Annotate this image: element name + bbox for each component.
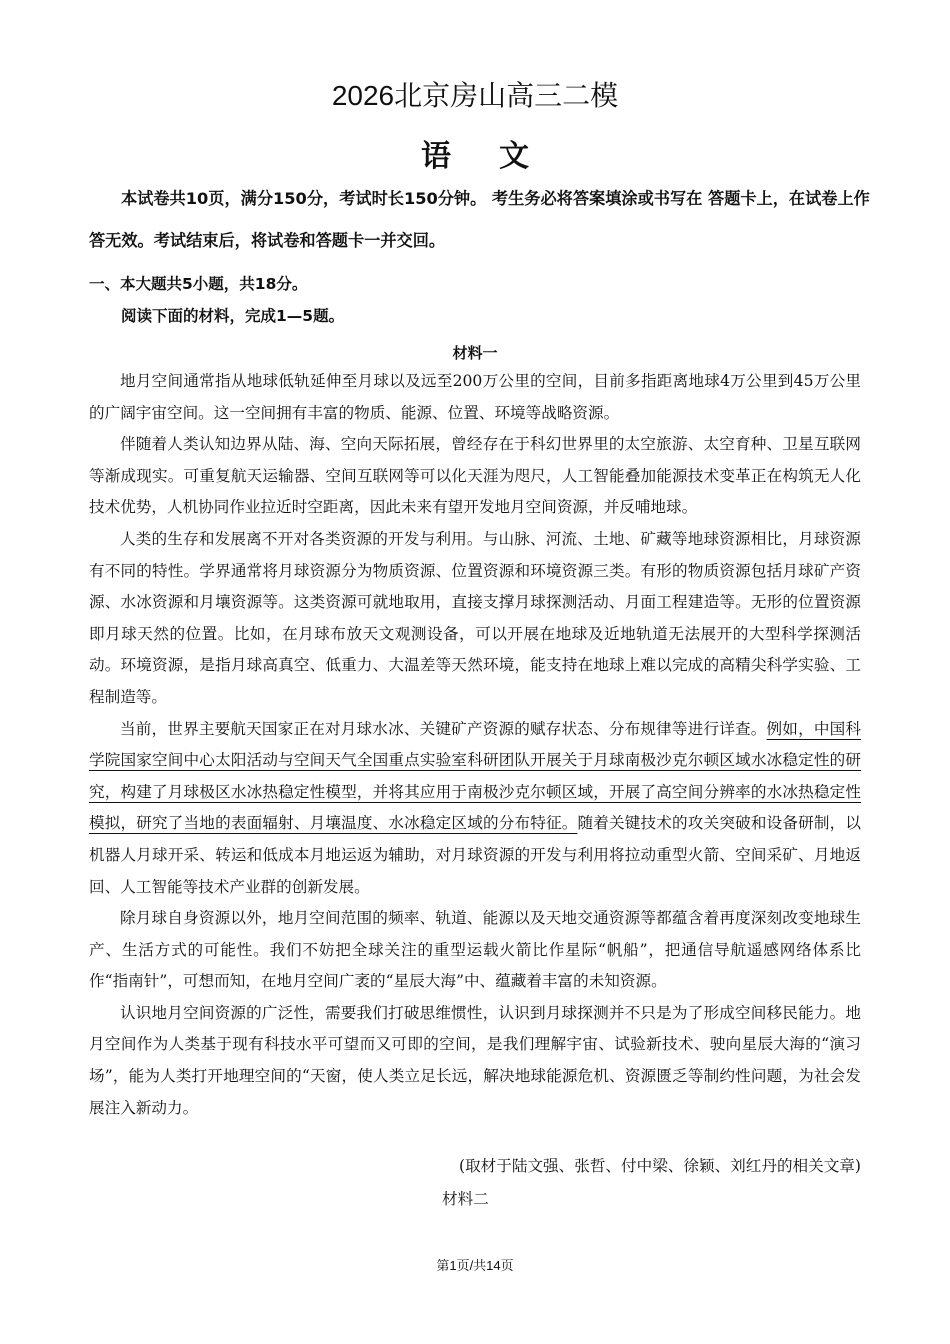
paragraph-1: 地月空间通常指从地球低轨延伸至月球以及远至200万公里的空间，目前多指距离地球4万公里到45万公里的广阔宇宙空间。这一空间拥有丰富的物质、能源、位置、环境等战略资源。 [89, 372, 861, 422]
reading-instruction: 阅读下面的材料，完成1—5题。 [121, 307, 345, 325]
exam-notice: 本试卷共10页，满分150分，考试时长150分钟。 考生务必将答案填涂或书写在 答题卡上，在试卷上作答无效。考试结束后，将试卷和答题卡一并交回。 [89, 189, 870, 250]
section-heading: 一、本大题共5小题，共18分。 [89, 275, 308, 293]
subject-title: 语文 [421, 139, 577, 174]
exam-title: 2026北京房山高三二模 [331, 80, 619, 111]
paragraph-6: 认识地月空间资源的广泛性，需要我们打破思维惯性，认识到月球探测并不只是为了形成空间移民能力。地月空间作为人类基于现有科技水平可望而又可即的空间，是我们理解宇宙、试验新技术、驶向星辰大海的“演习场”，能为人类打开地理空间的“天窗，使人类立足长远，解决地球能源危机、资源匮乏等制约性问题，为社会发展注入新动力。 [89, 1003, 861, 1117]
material-one-title: 材料一 [452, 344, 498, 362]
paragraph-4-rest: 随着关键技术的攻关突破和设备研制，以机器人月球开采、转运和低成本月地运返为辅助，对月球资源的开发与利用将拉动重型火箭、空间采矿、月地返回、人工智能等技术产业群的创新发展。 [89, 814, 861, 896]
paragraph-4-intro: 当前，世界主要航天国家正在对月球水冰、关键矿产资源的赋存状态、分布规律等进行详查。 [120, 719, 767, 738]
underlined-passage: 例如，中国科学院国家空间中心太阳活动与空间天气全国重点实验室科研团队开展关于月球南极沙克尔顿区域水冰稳定性的研究，构建了月球极区水冰热稳定性模型，并将其应用于南极沙克尔顿区域，开展了高空间分辨率的水冰热稳定性模拟，研究了当地的表面辐射、月壤温度、水冰稳定区域的分布特征。 [89, 719, 861, 833]
material-one-body [89, 366, 861, 1124]
source-citation: (取材于陆文强、张哲、付中梁、徐颖、刘红丹的相关文章) [458, 1157, 861, 1175]
paragraph-3: 人类的生存和发展离不开对各类资源的开发与利用。与山脉、河流、土地、矿藏等地球资源相比，月球资源有不同的特性。学界通常将月球资源分为物质资源、位置资源和环境资源三类。有形的物质资源包括月球矿产资源、水冰资源和月壤资源等。这类资源可就地取用，直接支撑月球探测活动、月面工程建造等。无形的位置资源即月球天然的位置。比如，在月球布放天文观测设备，可以开展在地球及近地轨道无法展开的大型科学探测活动。环境资源，是指月球高真空、低重力、大温差等天然环境，能支持在地球上难以完成的高精尖科学实验、工程制造等。 [89, 529, 861, 706]
page-number: 第1页/共14页 [436, 1258, 514, 1273]
paragraph-2: 伴随着人类认知边界从陆、海、空向天际拓展，曾经存在于科幻世界里的太空旅游、太空育种、卫星互联网等渐成现实。可重复航天运输器、空间互联网等可以化天涯为咫尺，人工智能叠加能源技术变革正在构筑无人化技术优势，人机协同作业拉近时空距离，因此未来有望开发地月空间资源，并反哺地球。 [89, 435, 861, 517]
paragraph-5: 除月球自身资源以外，地月空间范围的频率、轨道、能源以及天地交通资源等都蕴含着再度深刻改变地球生产、生活方式的可能性。我们不妨把全球关注的重型运载火箭比作星际“帆船”，把通信导航遥感网络体系比作“指南针”，可想而知，在地月空间广袤的“星辰大海”中、蕴藏着丰富的未知资源。 [89, 909, 861, 991]
material-two-title: 材料二 [442, 1190, 489, 1208]
paragraph-4 [89, 714, 861, 904]
